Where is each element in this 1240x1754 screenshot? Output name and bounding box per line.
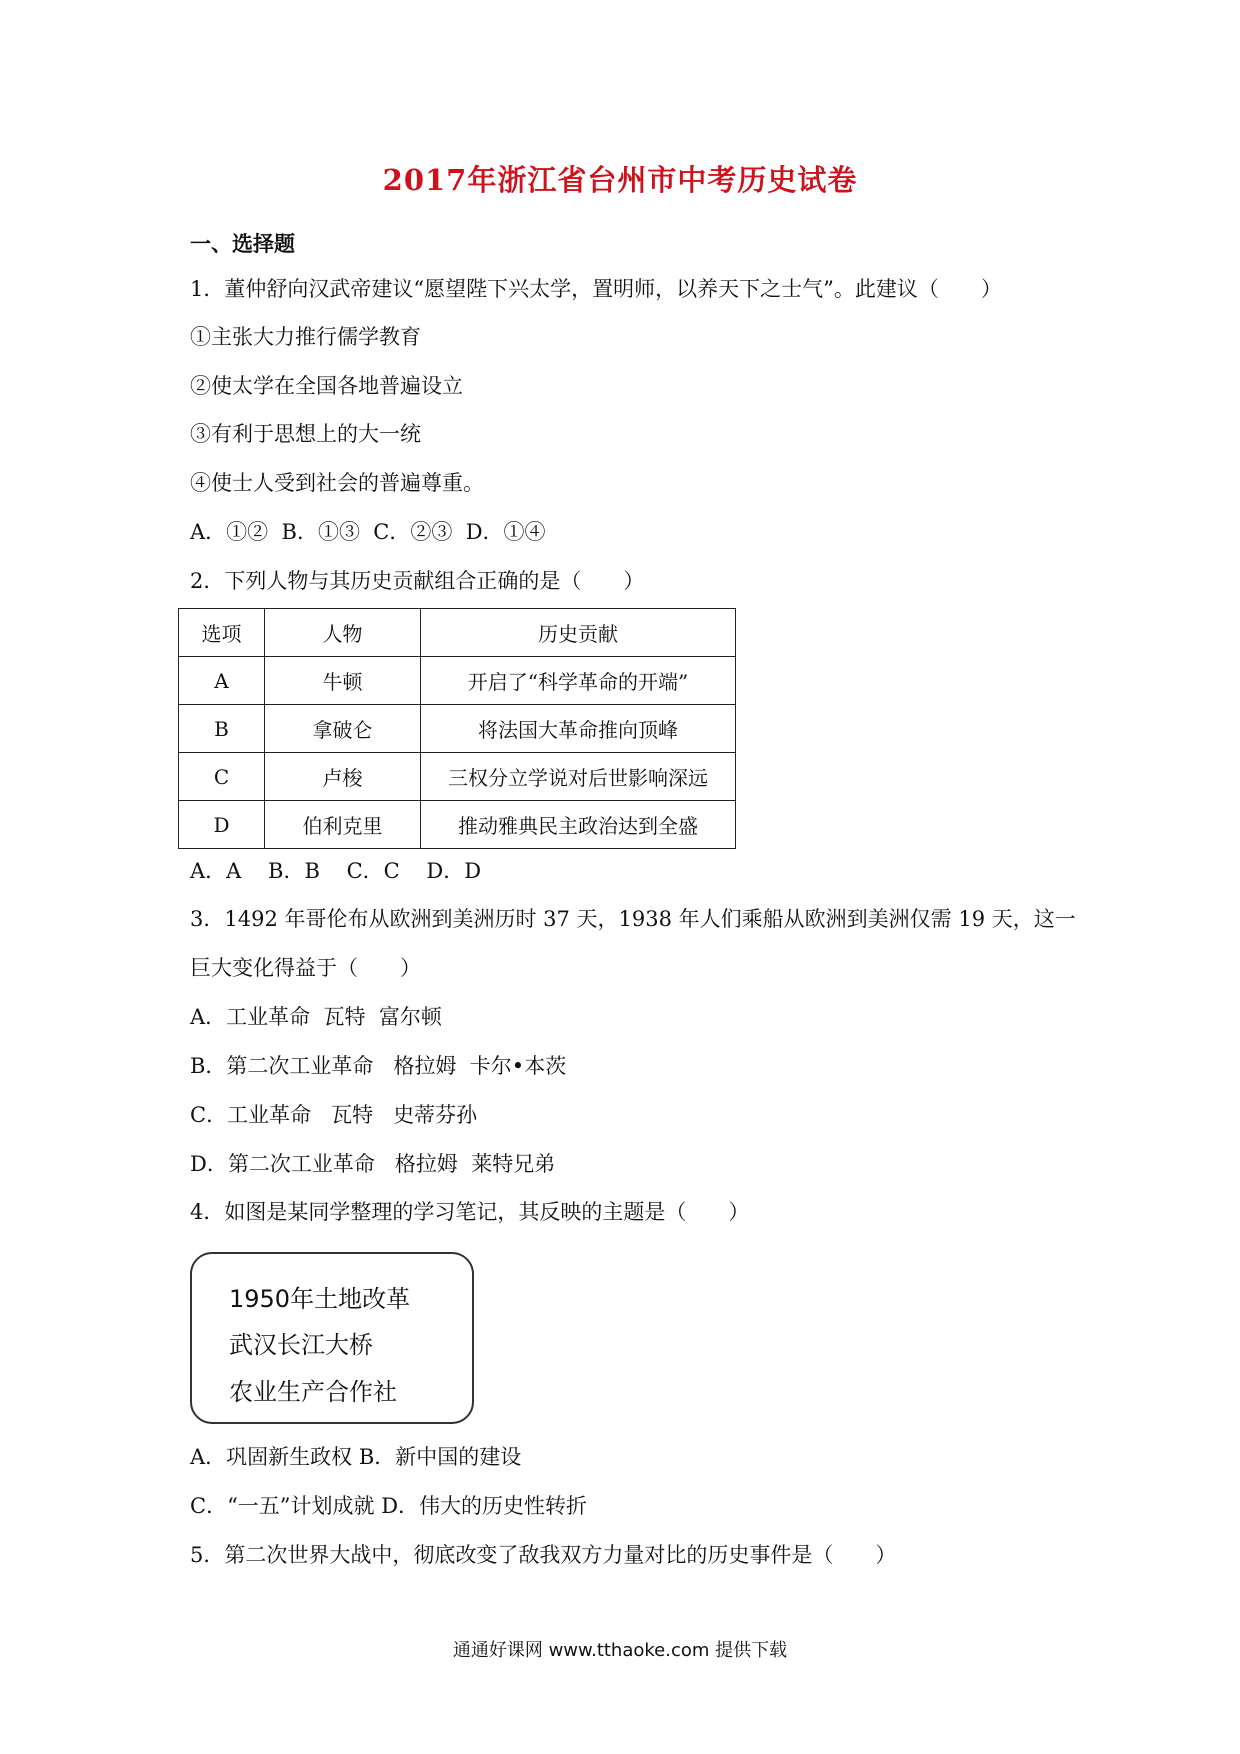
- table-cell: 推动雅典民主政治达到全盛: [421, 801, 736, 849]
- q1-item-1: ①主张大力推行儒学教育: [190, 325, 421, 349]
- q5-stem: 5．第二次世界大战中，彻底改变了敌我双方力量对比的历史事件是（ ）: [190, 1543, 897, 1567]
- table-cell: 三权分立学说对后世影响深远: [421, 753, 736, 801]
- q3-option-c: C．工业革命 瓦特 史蒂芬孙: [190, 1103, 478, 1127]
- table-header-row: [179, 609, 736, 657]
- q4-stem: 4．如图是某同学整理的学习笔记，其反映的主题是（ ）: [190, 1200, 750, 1224]
- table-cell: D: [179, 801, 265, 849]
- table-cell: C: [179, 753, 265, 801]
- q3-option-d: D．第二次工业革命 格拉姆 莱特兄弟: [190, 1152, 556, 1176]
- q3-stem-line-2: 巨大变化得益于（ ）: [190, 956, 421, 980]
- q3-option-b: B．第二次工业革命 格拉姆 卡尔•本茨: [190, 1054, 567, 1078]
- note-line: 1950年土地改革: [229, 1285, 411, 1313]
- table-header-cell: 选项: [179, 609, 265, 657]
- q4-options-line-2: C．“一五”计划成就 D．伟大的历史性转折: [190, 1494, 588, 1518]
- q3-stem-line-1: 3．1492 年哥伦布从欧洲到美洲历时 37 天，1938 年人们乘船从欧洲到美洲仅需 19 天，这一: [190, 907, 1076, 931]
- q1-stem: 1．董仲舒向汉武帝建议“愿望陛下兴太学，置明师，以养天下之士气”。此建议（ ）: [190, 277, 1002, 301]
- table-row: [179, 753, 736, 801]
- q1-options: A．①② B．①③ C．②③ D．①④: [190, 520, 546, 544]
- table-row: [179, 657, 736, 705]
- table-header-cell: 人物: [265, 609, 421, 657]
- table-row: [179, 705, 736, 753]
- table-cell: 卢梭: [265, 753, 421, 801]
- page-title: 2017年浙江省台州市中考历史试卷: [382, 163, 858, 197]
- section-heading: 一、选择题: [190, 231, 295, 256]
- table-cell: 将法国大革命推向顶峰: [421, 705, 736, 753]
- note-line: 农业生产合作社: [229, 1378, 397, 1406]
- table-cell: A: [179, 657, 265, 705]
- q2-stem: 2．下列人物与其历史贡献组合正确的是（ ）: [190, 569, 645, 593]
- table-row: [179, 801, 736, 849]
- table-cell: 牛顿: [265, 657, 421, 705]
- study-note-box: [190, 1252, 474, 1424]
- q2-table: [178, 608, 736, 849]
- note-line: 武汉长江大桥: [229, 1331, 373, 1359]
- table-cell: 伯利克里: [265, 801, 421, 849]
- q1-item-3: ③有利于思想上的大一统: [190, 422, 421, 446]
- q3-option-a: A．工业革命 瓦特 富尔顿: [190, 1005, 442, 1029]
- q2-options: A．A B．B C．C D．D: [190, 859, 482, 883]
- q4-options-line-1: A．巩固新生政权 B．新中国的建设: [190, 1445, 522, 1469]
- q1-item-2: ②使太学在全国各地普遍设立: [190, 374, 463, 398]
- page-footer: 通通好课网 www.tthaoke.com 提供下载: [452, 1640, 788, 1661]
- q1-item-4: ④使士人受到社会的普遍尊重。: [190, 471, 484, 495]
- table-header-cell: 历史贡献: [421, 609, 736, 657]
- table-cell: 拿破仑: [265, 705, 421, 753]
- table-cell: 开启了“科学革命的开端”: [421, 657, 736, 705]
- table-cell: B: [179, 705, 265, 753]
